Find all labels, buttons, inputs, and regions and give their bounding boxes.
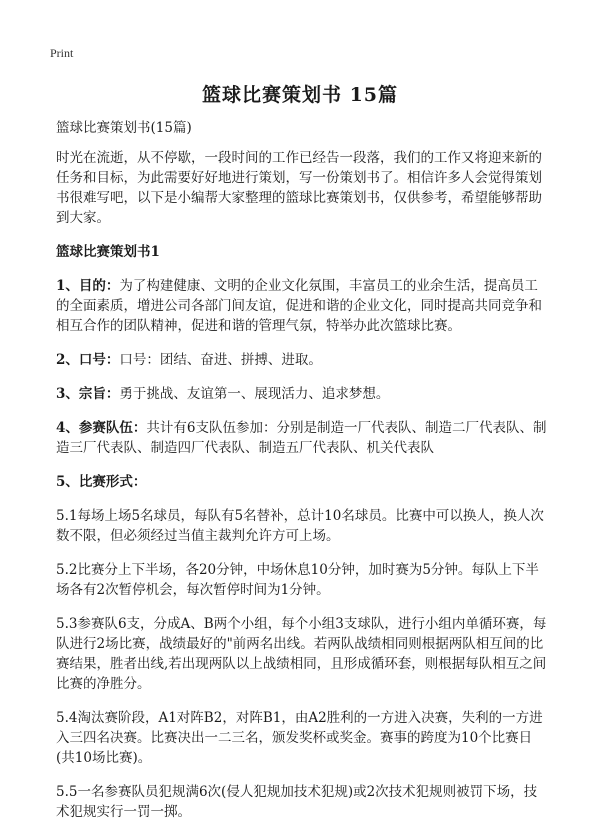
item-format [56, 472, 550, 492]
item-teams [56, 418, 550, 458]
rule-paragraph: 5.2比赛分上下半场，各20分钟，中场休息10分钟，加时赛为5分钟。每队上下半场各有2次暂停机会，每次暂停时间为1分钟。 [56, 562, 539, 598]
item-purpose-text: 为了构建健康、文明的企业文化氛围，丰富员工的业余生活，提高员工的全面素质，增进公司各部门间友谊，促进和谐的企业文化，同时提高共同竞争和相互合作的团队精神，促进和谐的管理气氛，特举办此次篮球比赛。 [56, 278, 542, 334]
item-tenet [56, 384, 550, 404]
intro-paragraph: 时光在流逝，从不停歇，一段时间的工作已经告一段落，我们的工作又将迎来新的任务和目标，为此需要好好地进行策划，写一份策划书了。相信许多人会觉得策划书很难写吧，以下是小编帮大家整理的篮球比赛策划书，仅供参考，希望能够帮助到大家。 [56, 150, 542, 226]
item-slogan-text: 口号：团结、奋进、拼搏、进取。 [119, 352, 322, 368]
rule-paragraph: 5.1每场上场5名球员，每队有5名替补，总计10名球员。比赛中可以换人，换人次数不限，但必须经过当值主裁判允许方可上场。 [56, 508, 544, 544]
item-purpose [56, 276, 550, 336]
item-purpose-label: 1、目的： [56, 278, 120, 294]
item-slogan-label: 2、口号： [56, 352, 120, 368]
item-teams-label: 4、参赛队伍： [56, 420, 147, 436]
item-tenet-text: 勇于挑战、友谊第一、展现活力、追求梦想。 [119, 386, 390, 402]
item-teams-text: 共计有6支队伍参加：分别是制造一厂代表队、制造二厂代表队、制造三厂代表队、制造四厂代表队、制造五厂代表队、机关代表队 [56, 420, 547, 456]
rule-paragraph: 5.3参赛队6支，分成A、B两个小组，每个小组3支球队，进行小组内单循环赛，每队进行2场比赛，战绩最好的"前两名出线。若两队战绩相同则根据两队相互间的比赛结果，胜者出线,若出现两队以上战绩相同，且形成循环套，则根据每队相互之间比赛的净胜分。 [56, 616, 547, 692]
item-format-label: 5、比赛形式： [56, 474, 147, 490]
document-subtitle: 篮球比赛策划书(15篇) [56, 120, 192, 136]
page-title: 篮球比赛策划书 15篇 [201, 84, 399, 106]
document-body [56, 118, 550, 836]
rule-paragraph: 5.4淘汰赛阶段，A1对阵B2，对阵B1，由A2胜利的一方进入决赛，失利的一方进入三四名决赛。比赛决出一二三名，颁发奖杯或奖金。赛事的跨度为10个比赛日(共10场比赛)。 [56, 710, 543, 766]
section-heading: 篮球比赛策划书1 [56, 244, 160, 260]
rule-paragraph: 5.5一名参赛队员犯规满6次(侵人犯规加技术犯规)或2次技术犯规则被罚下场，技术犯规实行一罚一掷。 [56, 784, 538, 820]
print-label: Print [50, 46, 74, 60]
item-slogan [56, 350, 550, 370]
item-tenet-label: 3、宗旨： [56, 386, 120, 402]
